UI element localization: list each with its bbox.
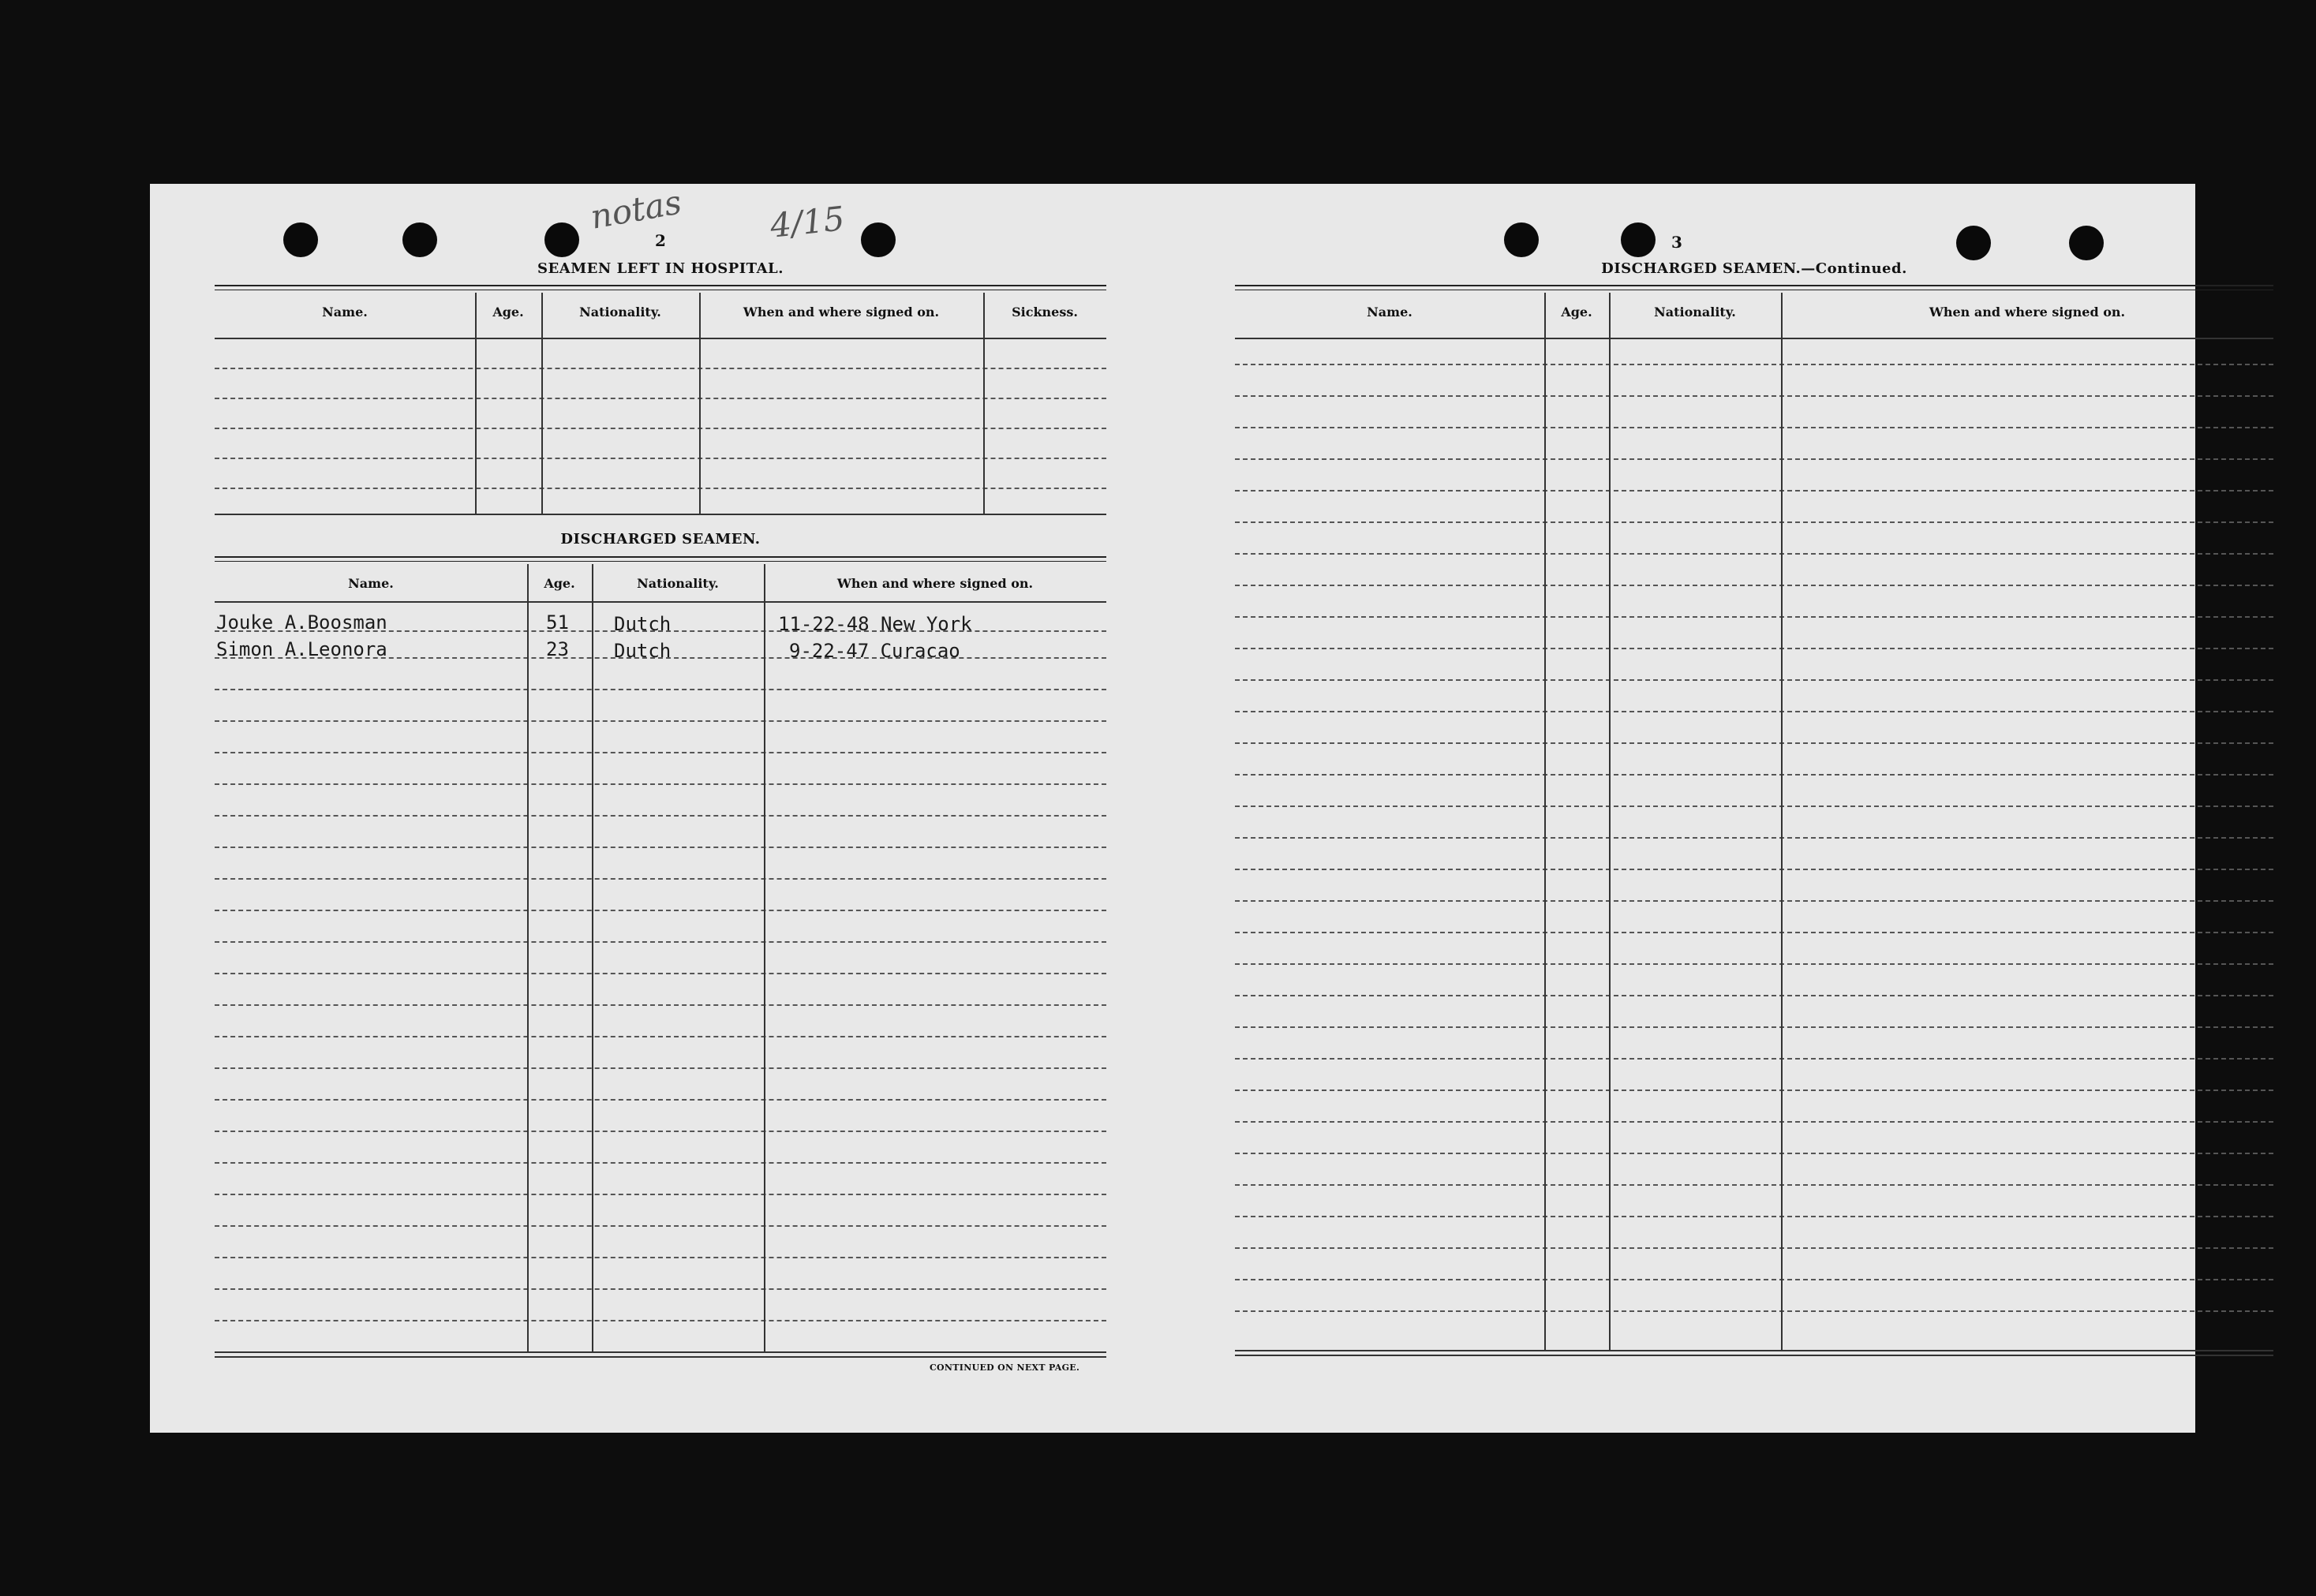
punch-hole <box>861 222 896 257</box>
punch-hole <box>1621 222 1656 257</box>
table-cell-nationality: Dutch <box>614 613 672 635</box>
column-header: Nationality. <box>579 305 661 320</box>
ledger-sheet <box>150 184 2195 1433</box>
handwritten-note: 4/15 <box>768 199 847 245</box>
table-cell-name: Simon A.Leonora <box>216 638 387 660</box>
column-header: Age. <box>544 576 575 591</box>
punch-hole <box>544 222 579 257</box>
table-cell-age: 23 <box>546 638 569 660</box>
punch-hole <box>1956 226 1991 260</box>
discharged-continued-title: DISCHARGED SEAMEN.—Continued. <box>1601 260 1907 277</box>
discharged-table <box>215 556 1106 1361</box>
page-number-right: 3 <box>1671 233 1682 252</box>
column-header: Name. <box>348 576 394 591</box>
discharged-section-title: DISCHARGED SEAMEN. <box>560 531 761 548</box>
continued-note: CONTINUED ON NEXT PAGE. <box>930 1362 1080 1373</box>
page-number-left: 2 <box>655 231 666 250</box>
hospital-section-title: SEAMEN LEFT IN HOSPITAL. <box>537 260 784 277</box>
table-cell-nationality: Dutch <box>614 640 672 662</box>
table-cell-age: 51 <box>546 611 569 634</box>
table-cell-signed-on: 11-22-48 New York <box>778 613 972 635</box>
column-header: Age. <box>492 305 524 320</box>
discharged-continued-table <box>1235 285 2273 1374</box>
punch-hole <box>1504 222 1539 257</box>
column-header: Nationality. <box>637 576 719 591</box>
punch-hole <box>402 222 437 257</box>
column-header: Name. <box>322 305 368 320</box>
handwritten-note: notas <box>587 182 685 237</box>
hospital-table <box>215 285 1106 521</box>
column-header: When and where signed on. <box>743 305 940 320</box>
column-header: Age. <box>1561 305 1592 320</box>
column-header: Sickness. <box>1012 305 1078 320</box>
column-header: Nationality. <box>1654 305 1736 320</box>
table-cell-name: Jouke A.Boosman <box>216 611 387 634</box>
punch-hole <box>283 222 318 257</box>
column-header: Name. <box>1367 305 1412 320</box>
table-cell-signed-on: 9-22-47 Curacao <box>789 640 960 662</box>
column-header: When and where signed on. <box>1929 305 2126 320</box>
column-header: When and where signed on. <box>836 576 1034 591</box>
punch-hole <box>2069 226 2104 260</box>
